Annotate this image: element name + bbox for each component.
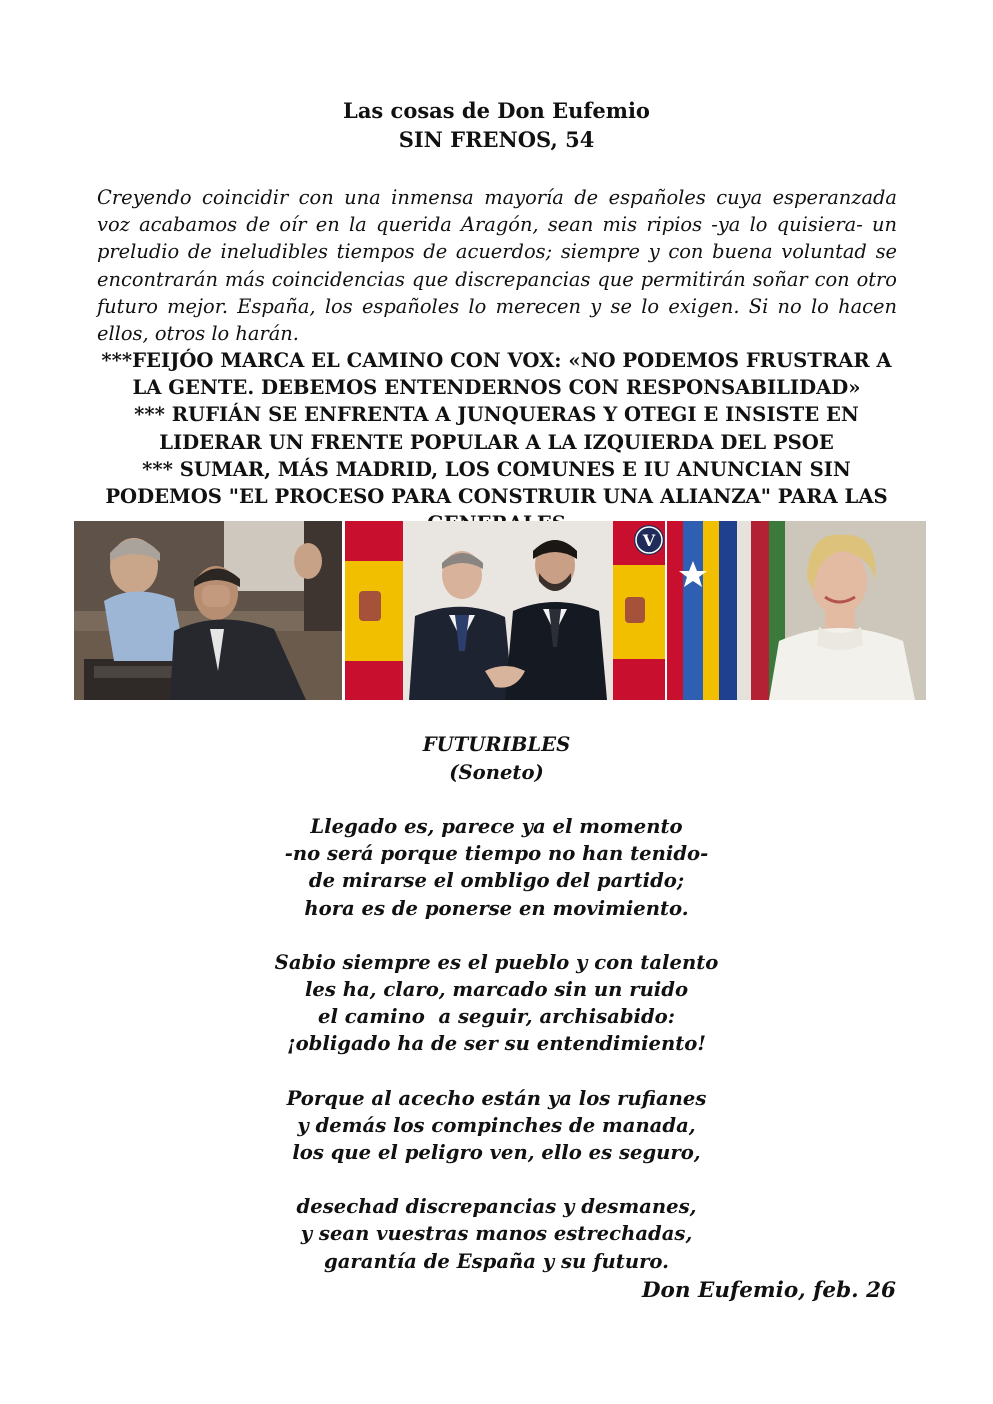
poem-line: de mirarse el ombligo del partido; bbox=[308, 869, 685, 893]
v-badge-letter: V bbox=[642, 531, 656, 550]
document-title: Las cosas de Don Eufemio bbox=[343, 98, 650, 123]
poem-line: el camino a seguir, archisabido: bbox=[318, 1005, 675, 1029]
headline-list bbox=[90, 347, 903, 537]
poem-line: ¡obligado ha de ser su entendimiento! bbox=[287, 1032, 706, 1056]
headline-rufian: *** RUFIÁN SE ENFRENTA A JUNQUERAS Y OTEGI E INSISTE EN LIDERAR UN FRENTE POPULAR A LA IZQUIERDA DEL PSOE bbox=[134, 403, 859, 454]
document-subtitle: SIN FRENOS, 54 bbox=[398, 127, 595, 152]
headline-sumar: *** SUMAR, MÁS MADRID, LOS COMUNES E IU ANUNCIAN SIN PODEMOS "EL PROCESO PARA CONSTRUIR UNA ALIANZA" PARA LAS bbox=[105, 457, 888, 509]
poem-line: y sean vuestras manos estrechadas, bbox=[300, 1222, 693, 1246]
document-header bbox=[0, 96, 993, 154]
poem-line: desechad discrepancias y desmanes, bbox=[296, 1195, 697, 1219]
intro-paragraph: Creyendo coincidir con una inmensa mayoría de españoles cuya esperanzada voz acabamos de oír en la querida Aragón, sean mis ripios -ya lo quisiera- un preludio de ineludibles tiempos de acuerdos; siempre y con buena voluntad se encontrarán más coincidencias que discrepancias que permitirán soñar con otro futuro mejor. España, los españoles lo merecen y se lo exigen. Si no lo hacen ellos, otros lo harán. bbox=[97, 186, 897, 346]
poem-line: les ha, claro, marcado sin un ruido bbox=[304, 978, 689, 1002]
photo-rufian-parliament-image bbox=[74, 521, 342, 700]
poem-line: los que el peligro ven, ello es seguro, bbox=[292, 1141, 701, 1165]
poem-form: (Soneto) bbox=[449, 761, 544, 784]
poem-line: hora es de ponerse en movimiento. bbox=[304, 896, 689, 920]
poem-stanza-3 bbox=[0, 1085, 993, 1167]
poem-line: Sabio siempre es el pueblo y con talento bbox=[274, 950, 719, 974]
poem-line: -no será porque tiempo no han tenido- bbox=[284, 842, 709, 866]
headline-feijoo: ***FEIJÓO MARCA EL CAMINO CON VOX: «NO PODEMOS FRUSTRAR A LA GENTE. DEBEMOS ENTENDERNOS CON RESPONSABILIDAD» bbox=[101, 349, 892, 400]
photo-handshake-image bbox=[345, 521, 665, 700]
photo-strip bbox=[74, 521, 926, 700]
poem-stanza-4 bbox=[0, 1193, 993, 1275]
poem-title: FUTURIBLES bbox=[422, 733, 571, 756]
poem-stanza-2 bbox=[0, 949, 993, 1058]
poem-line: garantía de España y su futuro. bbox=[324, 1249, 669, 1273]
photo-feijoo-abascal-handshake bbox=[345, 521, 665, 700]
poem-stanza-1 bbox=[0, 813, 993, 922]
poem-title-block bbox=[0, 731, 993, 787]
photo-flags-image bbox=[667, 521, 926, 700]
photo-rufian-parliament bbox=[74, 521, 342, 700]
author-signature: Don Eufemio, feb. 26 bbox=[641, 1278, 896, 1303]
poem-line: Porque al acecho están ya los rufianes bbox=[286, 1086, 707, 1110]
poem-line: Llegado es, parece ya el momento bbox=[310, 815, 683, 838]
photo-yolanda-diaz-flags bbox=[667, 521, 926, 700]
poem-line: y demás los compinches de manada, bbox=[297, 1113, 696, 1137]
poem-body bbox=[0, 813, 993, 1275]
